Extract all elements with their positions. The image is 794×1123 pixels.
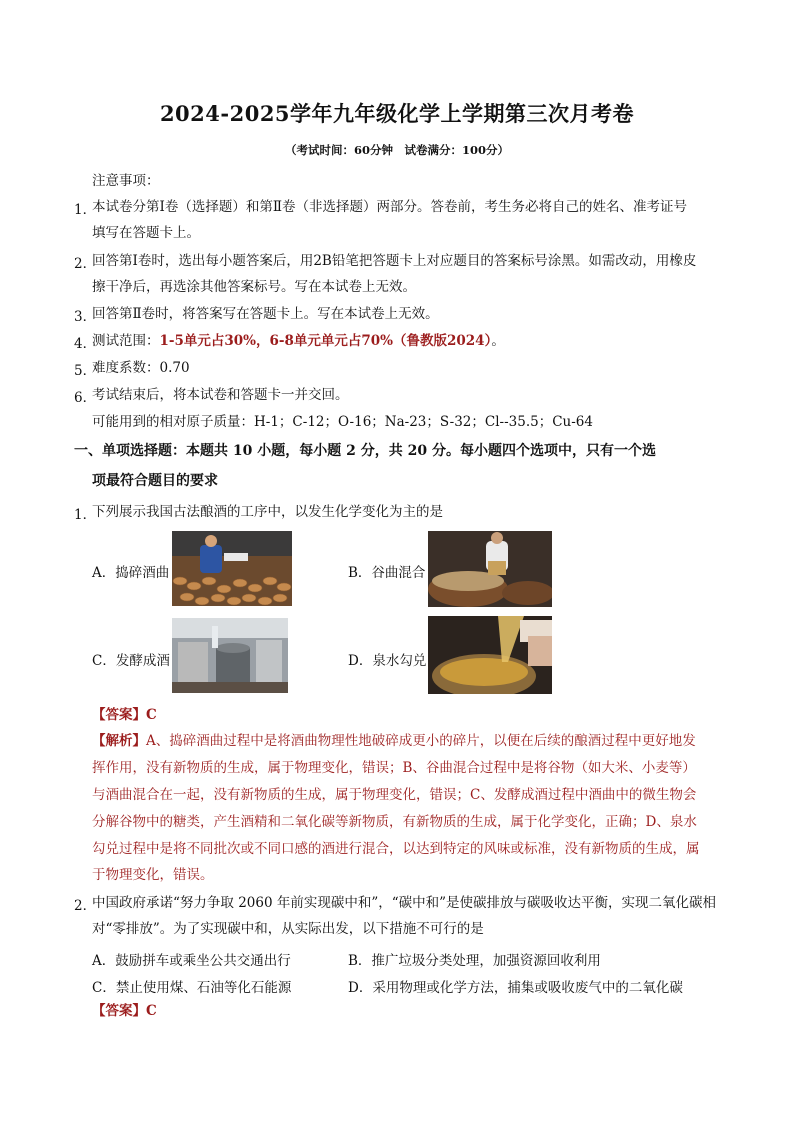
fermentation-photo bbox=[172, 618, 288, 693]
exam-info: （考试时间：60分钟 试卷满分：100分） bbox=[284, 143, 509, 157]
analysis-line: 与酒曲混合在一起，没有新物质的生成，属于物理变化，错误；C、发酵成酒过程中酒曲中的微生物会 bbox=[92, 787, 697, 803]
option-b[interactable]: B．谷曲混合 bbox=[348, 565, 426, 581]
question-stem: 中国政府承诺“努力争取 2060 年前实现碳中和”，“碳中和”是使碳排放与碳吸收达平衡，实现二氧化碳相 bbox=[92, 895, 717, 911]
scope-prefix: 测试范围： bbox=[92, 333, 160, 349]
note-num: 4． bbox=[74, 336, 97, 352]
analysis-line: 于物理变化，错误。 bbox=[92, 867, 214, 883]
option-c[interactable]: C．禁止使用煤、石油等化石能源 bbox=[92, 980, 292, 996]
section-heading: 一、单项选择题：本题共 10 小题，每小题 2 分，共 20 分。每小题四个选项中，只有一个选 bbox=[74, 443, 656, 459]
analysis-line: 挥作用，没有新物质的生成，属于物理变化，错误；B、谷曲混合过程中是将谷物（如大米、小麦等） bbox=[92, 760, 696, 776]
notes-heading: 注意事项： bbox=[92, 173, 160, 189]
note-num: 2． bbox=[74, 256, 97, 272]
mixing-grain-photo bbox=[428, 531, 552, 607]
option-d[interactable]: D．采用物理或化学方法，捕集或吸收废气中的二氧化碳 bbox=[348, 980, 683, 996]
crushing-yeast-photo bbox=[172, 531, 292, 606]
note-text: 擦干净后，再选涂其他答案标号。写在本试卷上无效。 bbox=[92, 279, 416, 295]
note-text bbox=[92, 332, 742, 350]
question-num: 2． bbox=[74, 898, 97, 914]
answer-line bbox=[92, 706, 742, 724]
answer-line bbox=[92, 1002, 742, 1020]
option-d[interactable]: D．泉水勾兑 bbox=[348, 653, 427, 669]
note-num: 5． bbox=[74, 363, 97, 379]
atomic-masses: 可能用到的相对原子质量：H-1；C-12；O-16；Na-23；S-32；Cl--35.5；Cu-64 bbox=[92, 414, 593, 430]
note-text: 难度系数：0.70 bbox=[92, 360, 190, 376]
option-a[interactable]: A．鼓励拼车或乘坐公共交通出行 bbox=[92, 953, 291, 969]
answer-tag: 【答案】 bbox=[92, 1003, 146, 1019]
page-title: 2024-2025学年九年级化学上学期第三次月考卷 bbox=[159, 101, 635, 126]
option-b[interactable]: B．推广垃圾分类处理，加强资源回收利用 bbox=[348, 953, 601, 969]
option-a[interactable]: A．捣碎酒曲 bbox=[92, 565, 170, 581]
question-stem: 对“零排放”。为了实现碳中和，从实际出发，以下措施不可行的是 bbox=[92, 921, 484, 937]
note-text: 回答第Ⅰ卷时，选出每小题答案后，用2B铅笔把答题卡上对应题目的答案标号涂黑。如需改动，用橡皮 bbox=[92, 253, 697, 269]
analysis-line: 分解谷物中的糖类，产生酒精和二氧化碳等新物质，有新物质的生成，属于化学变化，正确；D、泉水 bbox=[92, 814, 697, 830]
blending-water-photo bbox=[428, 616, 552, 694]
answer-tag: 【答案】 bbox=[92, 707, 146, 723]
question-stem: 下列展示我国古法酿酒的工序中，以发生化学变化为主的是 bbox=[92, 504, 443, 520]
note-text: 回答第Ⅱ卷时，将答案写在答题卡上。写在本试卷上无效。 bbox=[92, 306, 439, 322]
answer-value: C bbox=[146, 1003, 157, 1019]
answer-value: C bbox=[146, 707, 157, 723]
section-heading: 项最符合题目的要求 bbox=[92, 473, 218, 489]
option-c[interactable]: C．发酵成酒 bbox=[92, 653, 170, 669]
note-text: 填写在答题卡上。 bbox=[92, 225, 200, 241]
scope-suffix: 。 bbox=[491, 333, 505, 349]
note-text: 考试结束后，将本试卷和答题卡一并交回。 bbox=[92, 387, 349, 403]
analysis-line: 勾兑过程中是将不同批次或不同口感的酒进行混合，以达到特定的风味或标准，没有新物质的生成，属 bbox=[92, 841, 700, 857]
analysis-line: 【解析】A、捣碎酒曲过程中是将酒曲物理性地破碎成更小的碎片，以便在后续的酿酒过程中更好地发 bbox=[92, 733, 696, 749]
scope-highlight: 1-5单元占30%，6-8单元单元占70%（鲁教版2024） bbox=[159, 333, 492, 349]
note-num: 1． bbox=[74, 202, 97, 218]
note-text: 本试卷分第Ⅰ卷（选择题）和第Ⅱ卷（非选择题）两部分。答卷前，考生务必将自己的姓名、准考证号 bbox=[92, 199, 688, 215]
note-num: 3． bbox=[74, 309, 97, 325]
note-num: 6． bbox=[74, 390, 97, 406]
question-num: 1． bbox=[74, 507, 97, 523]
analysis-tag: 【解析】 bbox=[92, 733, 146, 749]
